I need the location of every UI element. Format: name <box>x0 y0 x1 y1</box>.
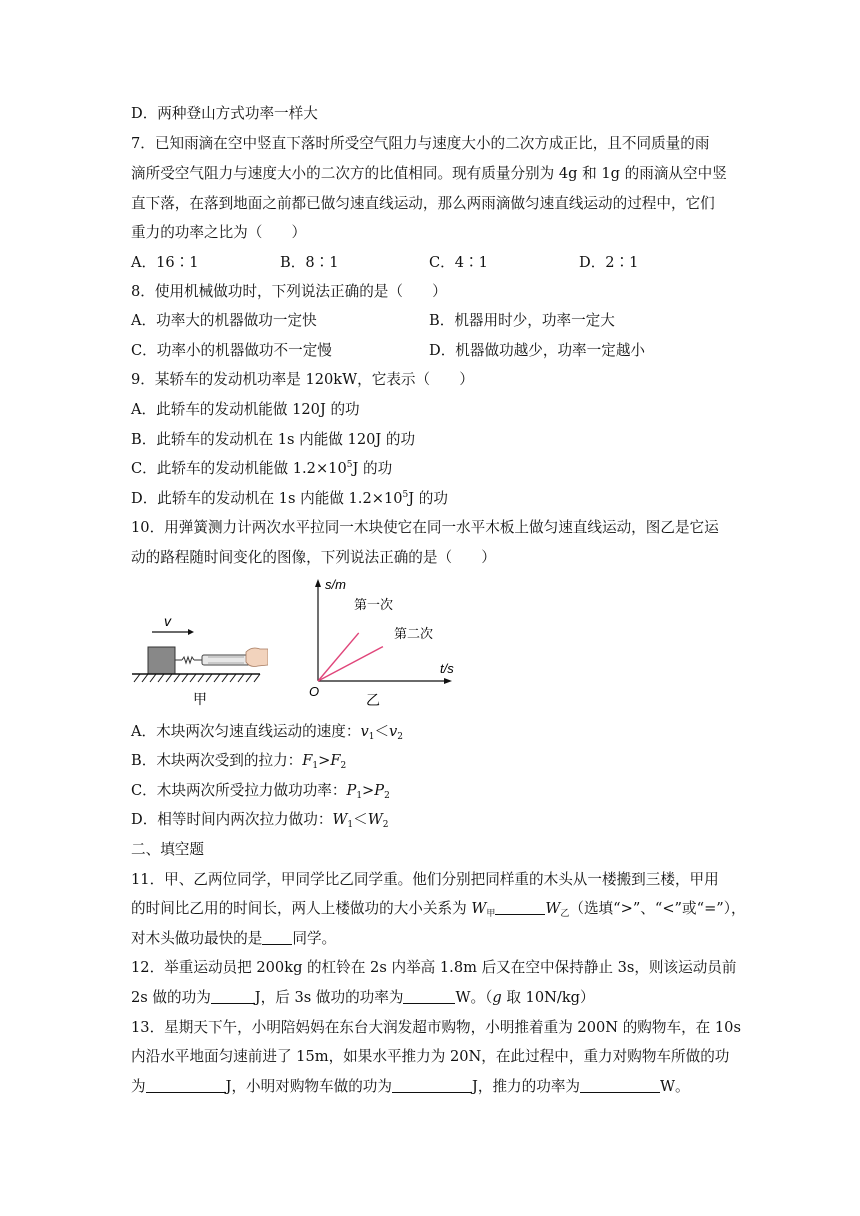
q13-stem-line3: 为 J，小明对购物车做的功为 J，推力的功率为 W。 <box>131 1078 690 1095</box>
q9-option-a: A．此轿车的发动机能做 120J 的功 <box>131 401 360 418</box>
series-label-2: 第二次 <box>394 626 434 641</box>
spring-icon <box>182 657 194 663</box>
q11-stem-line3: 对木头做功最快的是 同学。 <box>131 930 337 947</box>
q6-option-d: D．两种登山方式功率一样大 <box>131 105 318 122</box>
answer-blank[interactable] <box>211 989 255 1004</box>
q12-stem-line2: 2s 做的功为 J，后 3s 做功的功率为 W。（g 取 10N/kg） <box>131 989 595 1006</box>
table-hatching <box>134 674 260 682</box>
q7-option-a: A．16∶1 <box>131 254 199 271</box>
y-axis-label: s/m <box>325 577 346 592</box>
q13-stem-line1: 13．星期天下午，小明陪妈妈在东台大润发超市购物，小明推着重为 200N 的购物车，在 10s <box>131 1019 741 1036</box>
series-line-1 <box>318 633 359 681</box>
series-label-1: 第一次 <box>354 597 394 612</box>
q9-option-b: B．此轿车的发动机在 1s 内能做 120J 的功 <box>131 431 416 448</box>
figure-jia <box>128 610 268 710</box>
q9-option-c: C．此轿车的发动机能做 $1.2\times 10^5J$ 的功 <box>131 460 393 477</box>
q13-stem-line2: 内沿水平地面匀速前进了 15m，如果水平推力为 20N，在此过程中，重力对购物车所做的功 <box>131 1048 730 1065</box>
q8-options-row1 <box>131 311 731 331</box>
figure-yi-label: 乙 <box>366 692 380 708</box>
answer-blank[interactable] <box>495 900 545 915</box>
q10-option-d: D．相等时间内两次拉力做功：$W_1<W_2$ <box>131 811 389 830</box>
q8-option-a: A．功率大的机器做功一定快 <box>131 312 317 329</box>
q10-option-a: A．木块两次匀速直线运动的速度：$v_1<v_2$ <box>131 723 404 742</box>
q7-stem-line3: 直下落，在落到地面之前都已做匀速直线运动，那么两雨滴做匀速直线运动的过程中，它们 <box>131 195 715 212</box>
answer-blank[interactable] <box>392 1078 472 1093</box>
x-axis-label: t/s <box>440 661 454 676</box>
section-heading: 二、填空题 <box>131 841 204 858</box>
q7-stem-line4: 重力的功率之比为（ ） <box>131 224 307 241</box>
answer-blank[interactable] <box>146 1078 226 1093</box>
figure-yi-graph <box>306 575 466 710</box>
wooden-block <box>148 647 175 674</box>
q7-option-b: B．8∶1 <box>280 254 339 271</box>
q8-option-d: D．机器做功越少，功率一定越小 <box>429 342 646 359</box>
q10-stem-line2: 动的路程随时间变化的图像，下列说法正确的是（ ） <box>131 549 496 566</box>
q10-option-c: C．木块两次所受拉力做功功率：$P_1>P_2$ <box>131 782 390 801</box>
velocity-label: v <box>164 613 171 629</box>
hand-icon <box>246 648 268 667</box>
figure-jia-label: 甲 <box>193 691 207 707</box>
q9-option-d: D．此轿车的发动机在 1s 内能做 $1.2\times 10^5J$ 的功 <box>131 490 448 507</box>
q11-stem-line1: 11．甲、乙两位同学，甲同学比乙同学重。他们分别把同样重的木头从一楼搬到三楼，甲用 <box>131 871 719 888</box>
q10-option-b: B．木块两次受到的拉力：$F_1>F_2$ <box>131 752 347 771</box>
q9-stem: 9．某轿车的发动机功率是 120kW，它表示（ ） <box>131 371 474 388</box>
q7-option-c: C．4∶1 <box>429 254 488 271</box>
q11-stem-line2: 的时间比乙用的时间长，两人上楼做功的大小关系为 $W_甲$ $W_乙$（选填“>”、“<”或“=”）， <box>131 900 746 919</box>
q7-stem-line2: 滴所受空气阻力与速度大小的二次方的比值相同。现有质量分别为 4g 和 1g 的雨滴从空中竖 <box>131 165 727 182</box>
origin-label: O <box>308 684 320 699</box>
answer-blank[interactable] <box>262 930 292 945</box>
q8-option-c: C．功率小的机器做功不一定慢 <box>131 342 332 359</box>
q7-option-d: D．2∶1 <box>579 254 639 271</box>
spring-scale <box>202 655 250 665</box>
q8-option-b: B．机器用时少，功率一定大 <box>429 312 615 329</box>
q12-stem-line1: 12．举重运动员把 200kg 的杠铃在 2s 内举高 1.8m 后又在空中保持静止 3s，则该运动员前 <box>131 959 737 976</box>
q8-stem: 8．使用机械做功时，下列说法正确的是（ ） <box>131 283 447 300</box>
series-line-2 <box>318 647 383 681</box>
answer-blank[interactable] <box>580 1078 660 1093</box>
answer-blank[interactable] <box>403 989 455 1004</box>
q10-stem-line1: 10．用弹簧测力计两次水平拉同一木块使它在同一水平木板上做匀速直线运动，图乙是它运 <box>131 519 719 536</box>
q7-stem-line1: 7．已知雨滴在空中竖直下落时所受空气阻力与速度大小的二次方成正比，且不同质量的雨 <box>131 135 710 152</box>
q7-options <box>131 253 731 273</box>
q8-options-row2 <box>131 341 731 361</box>
